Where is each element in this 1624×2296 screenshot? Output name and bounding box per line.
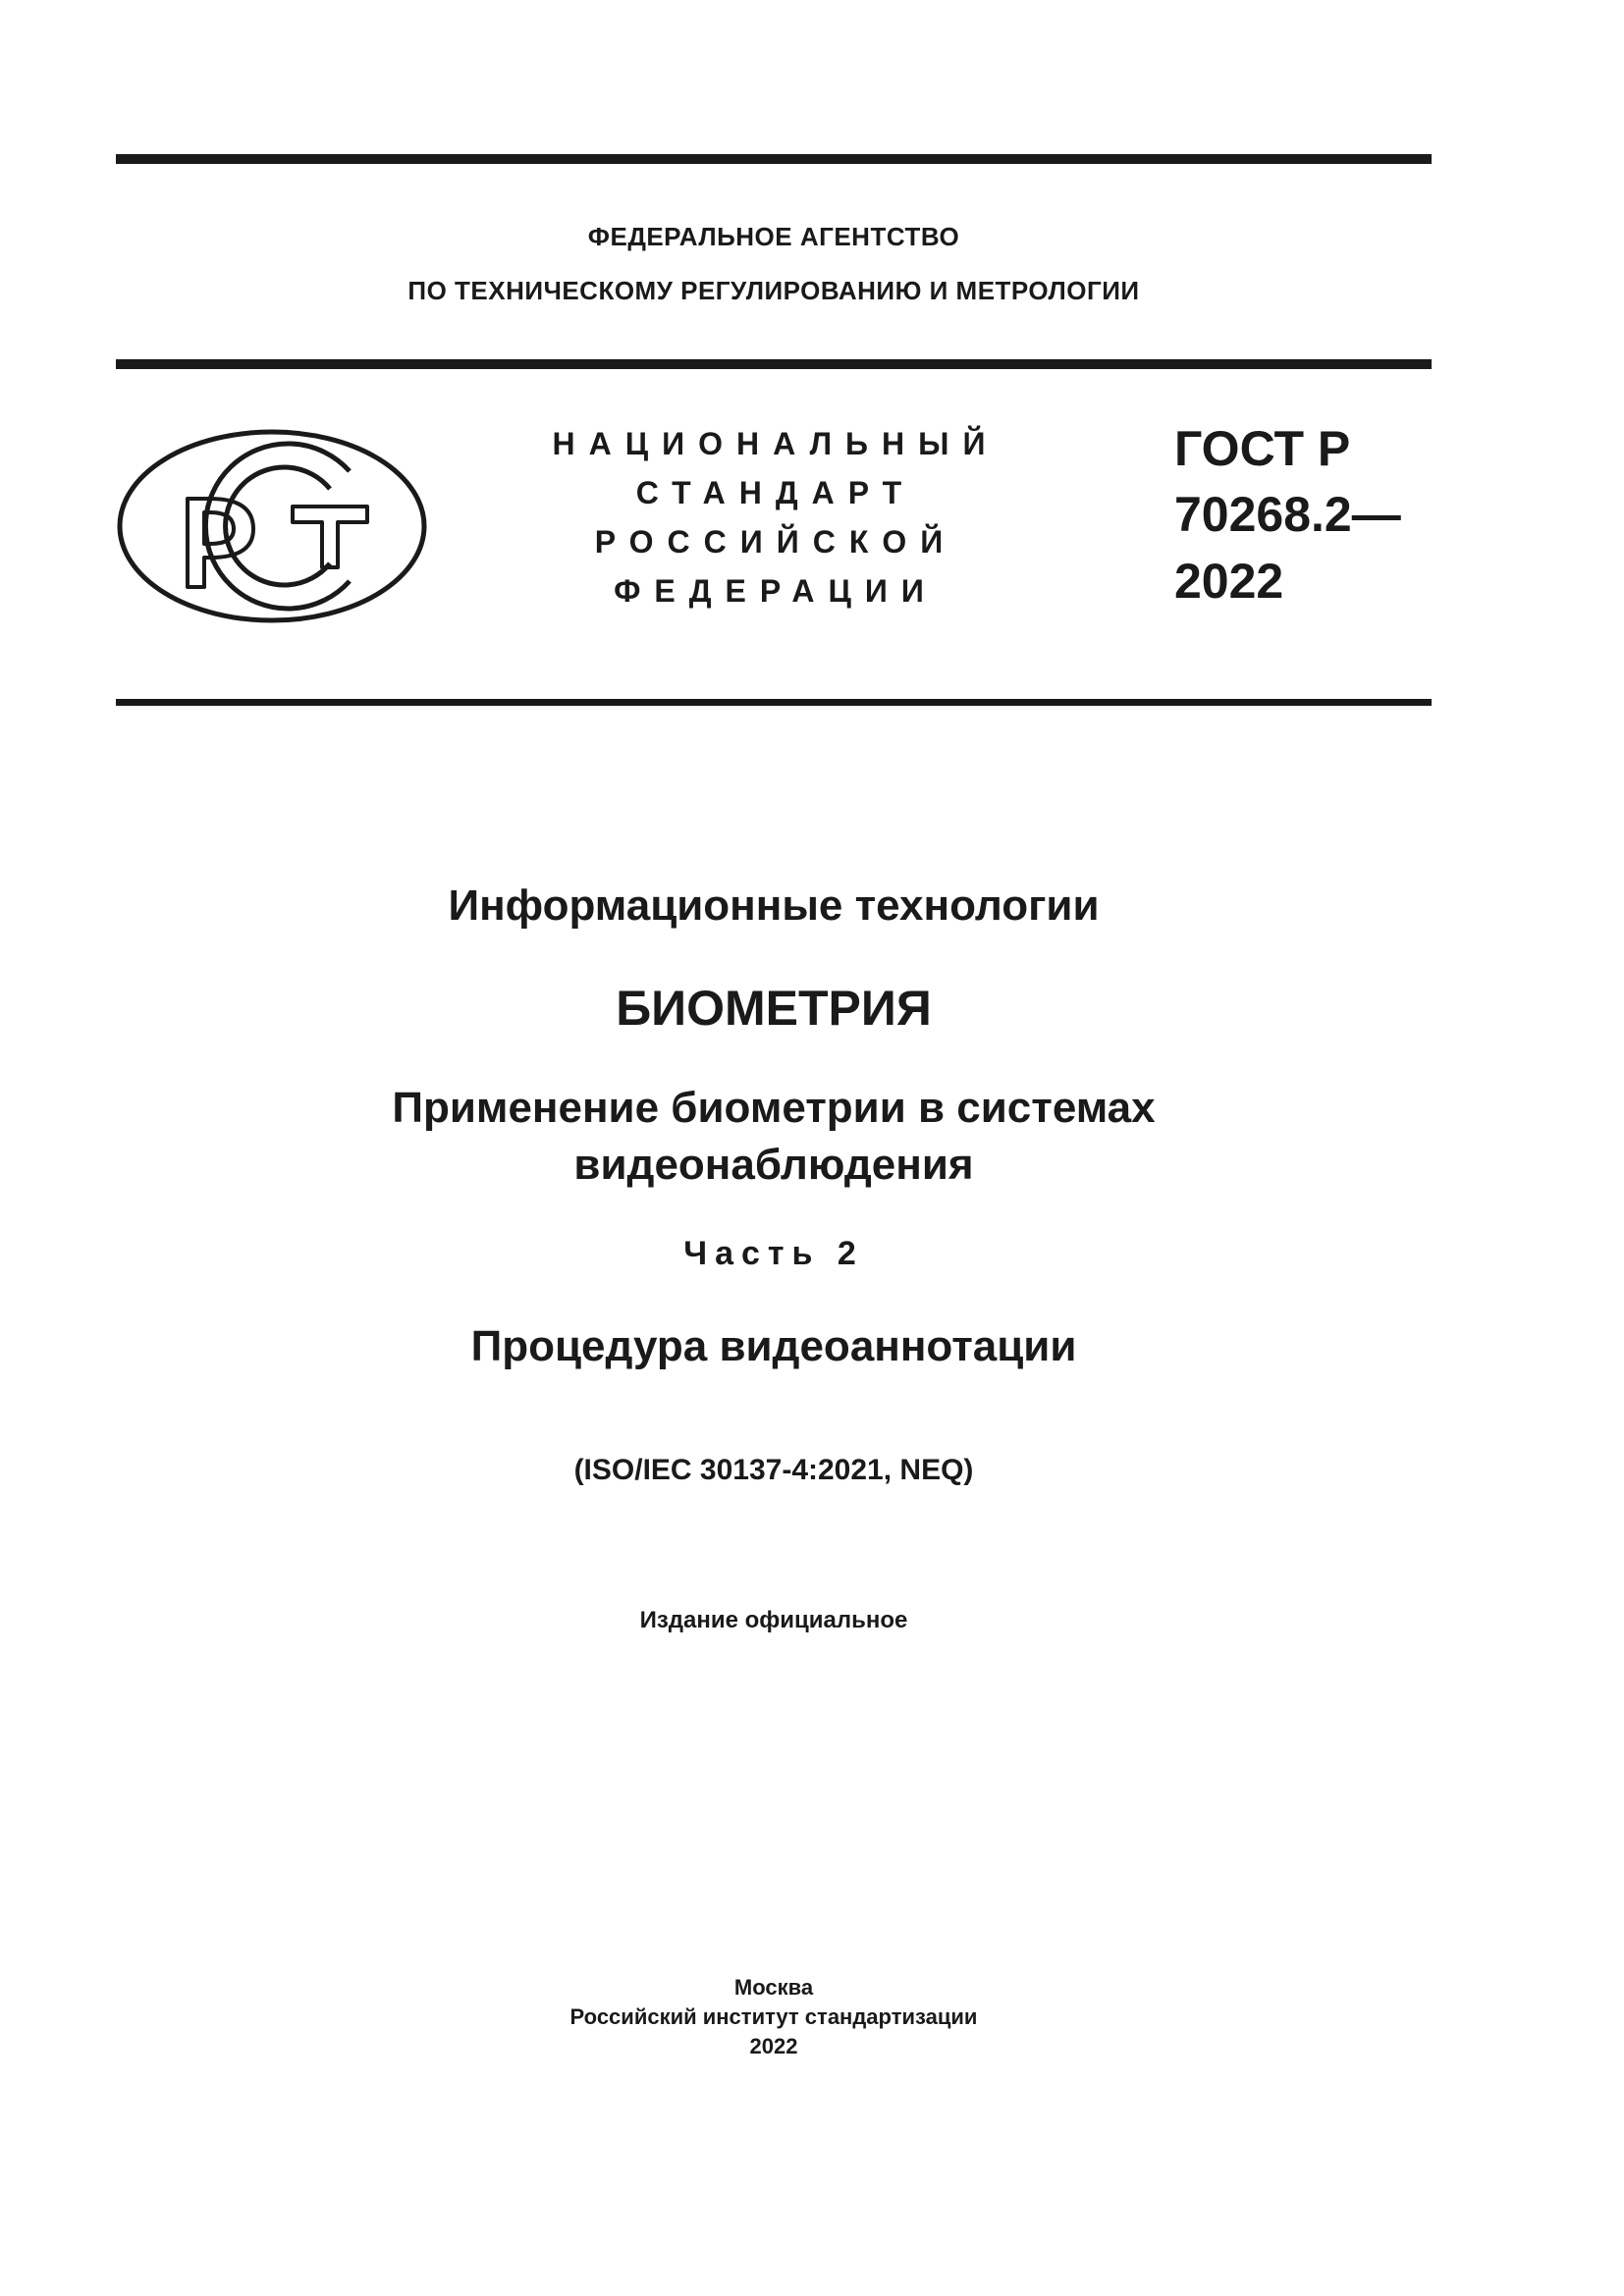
imprint-year: 2022 (749, 2034, 798, 2058)
part-number: Часть 2 (683, 1235, 864, 1272)
bottom-rule (116, 699, 1432, 706)
procedure-title: Процедура видеоаннотации (470, 1322, 1077, 1370)
agency-name-line1: ФЕДЕРАЛЬНОЕ АГЕНТСТВО (587, 222, 960, 251)
agency-name-line2: ПО ТЕХНИЧЕСКОМУ РЕГУЛИРОВАНИЮ И МЕТРОЛОГИИ (407, 276, 1140, 305)
imprint-publisher: Российский институт стандартизации (569, 2004, 978, 2029)
application-title-line2: видеонаблюдения (573, 1141, 974, 1189)
national-standard-line3: РОССИЙСКОЙ (594, 524, 957, 560)
top-rule (116, 154, 1432, 164)
gost-designation-line2: 70268.2— (1174, 487, 1401, 542)
national-standard-line4: ФЕДЕРАЦИИ (614, 573, 938, 609)
field-title: Информационные технологии (448, 881, 1100, 930)
subject-title: БИОМЕТРИЯ (616, 981, 932, 1036)
iso-reference: (ISO/IEC 30137-4:2021, NEQ) (573, 1454, 974, 1486)
gost-designation-line3: 2022 (1174, 554, 1284, 609)
imprint-city: Москва (733, 1975, 814, 2000)
gost-designation-line1: ГОСТ Р (1174, 421, 1351, 476)
rst-logo-icon (116, 428, 428, 624)
national-standard-line1: НАЦИОНАЛЬНЫЙ (552, 426, 1000, 461)
application-title-line1: Применение биометрии в системах (392, 1084, 1156, 1132)
middle-rule (116, 359, 1432, 369)
national-standard-line2: СТАНДАРТ (635, 475, 916, 510)
edition-note: Издание официальное (639, 1607, 908, 1633)
